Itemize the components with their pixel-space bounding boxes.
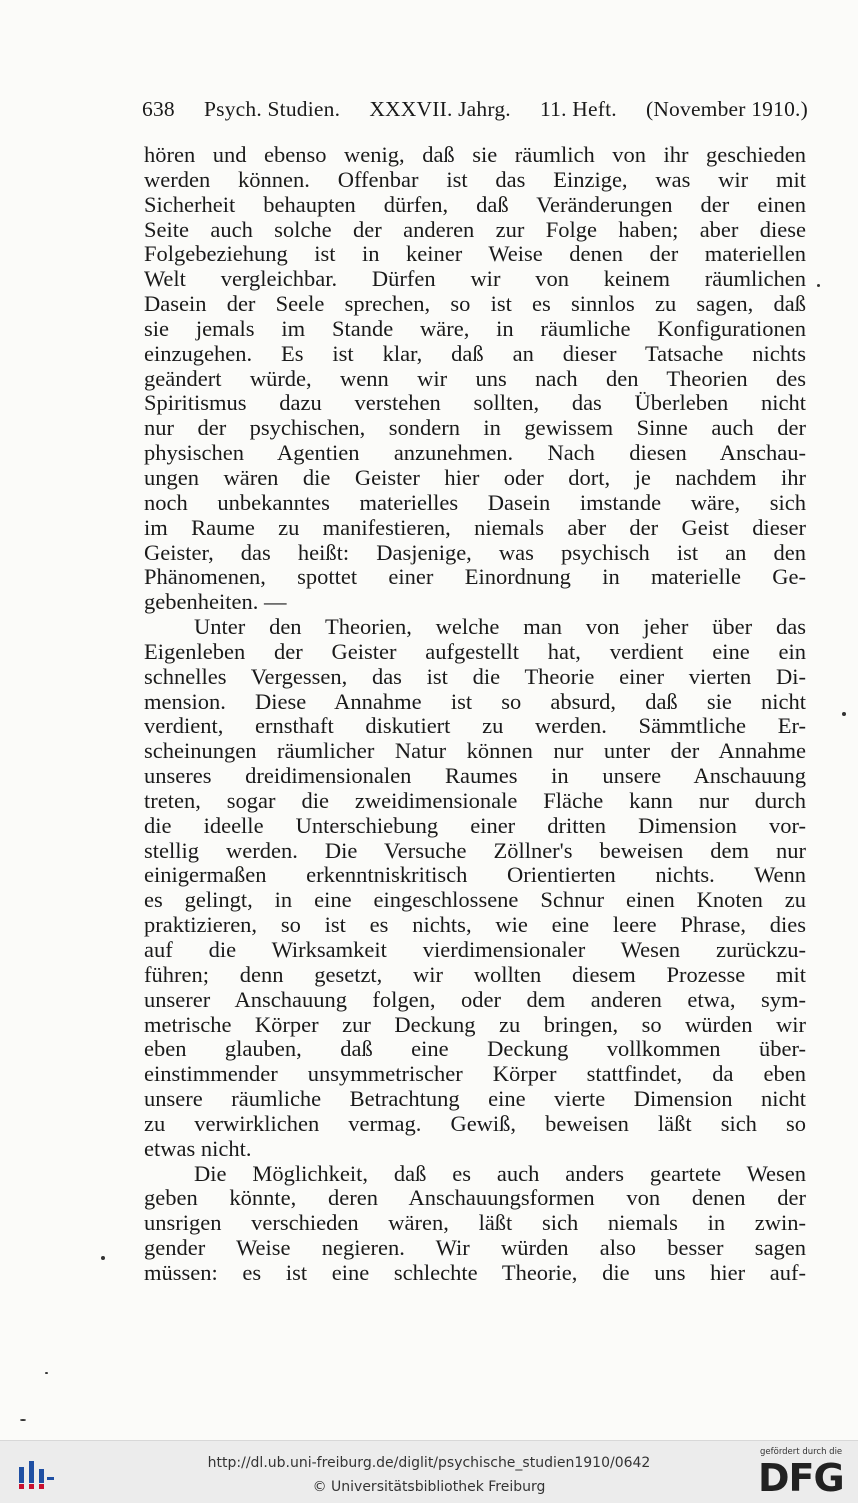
copyright-notice: © Universitätsbibliothek Freiburg — [312, 1479, 546, 1495]
text-line: gebenheiten. — — [144, 590, 287, 615]
text-line: mension. Diese Annahme ist so absurd, daß sie nicht — [144, 689, 806, 714]
text-line: werden können. Offenbar ist das Einzige, was wir mit — [144, 167, 806, 192]
text-line: müssen: es ist eine schlechte Theorie, die uns hier auf- — [144, 1260, 806, 1285]
text-line: unsrigen verschieden wären, läßt sich niemals in zwin- — [144, 1211, 806, 1236]
source-url[interactable]: http://dl.ub.uni-freiburg.de/diglit/psychische_studien1910/0642 — [207, 1455, 651, 1471]
text-line: auf die Wirksamkeit vierdimensionaler Wesen zurückzu- — [144, 938, 806, 962]
footer-bar — [0, 1440, 858, 1503]
text-line: Dasein der Seele sprechen, so ist es sinnlos zu sagen, daß — [144, 292, 806, 317]
text-line: geben könnte, deren Anschauungsformen von denen der — [144, 1186, 806, 1211]
text-line: etwas nicht. — [144, 1136, 252, 1161]
dfg-funding-badge — [758, 1447, 854, 1499]
text-line: zu verwirklichen vermag. Gewiß, beweisen läßt sich so — [144, 1111, 806, 1136]
text-line: Welt vergleichbar. Dürfen wir von keinem räumlichen — [144, 267, 806, 292]
text-line: führen; denn gesetzt, wir wollten diesem Prozesse mit — [144, 962, 806, 987]
text-line: Sicherheit behaupten dürfen, daß Veränderungen der einen — [144, 192, 806, 217]
scan-speck — [101, 1256, 105, 1260]
text-line: die ideelle Unterschiebung einer dritten Dimension vor- — [144, 813, 806, 838]
text-line: geändert würde, wenn wir uns nach den Theorien des — [144, 366, 806, 391]
text-line: metrische Körper zur Deckung zu bringen, so würden wir — [144, 1012, 806, 1037]
text-line: noch unbekanntes materielles Dasein imstande wäre, sich — [144, 490, 806, 515]
text-line: scheinungen räumlicher Natur können nur unter der Annahme — [144, 739, 806, 764]
text-line: hören und ebenso wenig, daß sie räumlich von ihr geschieden — [144, 143, 806, 167]
paragraph-start-line: Unter den Theorien, welche man von jeher über das — [194, 615, 806, 640]
text-line: stellig werden. Die Versuche Zöllner's beweisen dem nur — [144, 838, 806, 863]
scan-speck — [20, 1419, 26, 1421]
scan-speck — [842, 712, 846, 716]
text-line: unseres dreidimensionalen Raumes in unsere Anschauung — [144, 764, 806, 789]
scan-speck — [45, 1372, 48, 1374]
text-line: Seite auch solche der anderen zur Folge haben; aber diese — [144, 217, 806, 242]
running-head — [142, 97, 808, 122]
text-line: schnelles Vergessen, das ist die Theorie einer vierten Di- — [144, 664, 806, 689]
text-line: einstimmender unsymmetrischer Körper stattfindet, da eben — [144, 1062, 806, 1087]
text-line: einzugehen. Es ist klar, daß an dieser Tatsache nichts — [144, 341, 806, 366]
text-line: gender Weise negieren. Wir würden also besser sagen — [144, 1236, 806, 1261]
text-line: ungen wären die Geister hier oder dort, je nachdem ihr — [144, 465, 806, 490]
text-line: praktizieren, so ist es nichts, wie eine leere Phrase, dies — [144, 913, 806, 938]
page-number: 638 — [142, 97, 175, 121]
text-line: es gelingt, in eine eingeschlossene Schnur einen Knoten zu — [144, 888, 806, 913]
text-line: nur der psychischen, sondern in gewissem Sinne auch der — [144, 416, 806, 441]
text-line: Geister, das heißt: Dasjenige, was psychisch ist an den — [144, 540, 806, 565]
issue-date: (November 1910.) — [645, 97, 808, 121]
text-line: verdient, ernsthaft diskutiert zu werden. Sämmtliche Er- — [144, 714, 806, 739]
text-line: einigermaßen erkenntniskritisch Orientierten nichts. Wenn — [144, 863, 806, 888]
text-line: sie jemals im Stande wäre, in räumliche Konfigurationen — [144, 316, 806, 341]
text-line: physischen Agentien anzunehmen. Nach diesen Anschau- — [144, 441, 806, 466]
scan-speck — [817, 284, 820, 287]
text-line: unsere räumliche Betrachtung eine vierte Dimension nicht — [144, 1087, 806, 1112]
text-line: Spiritismus dazu verstehen sollten, das Überleben nicht — [144, 391, 806, 416]
paragraph-start-line: Die Möglichkeit, daß es auch anders geartete Wesen — [194, 1161, 806, 1186]
text-line: Eigenleben der Geister aufgestellt hat, verdient eine ein — [144, 639, 806, 664]
text-line: im Raume zu manifestieren, niemals aber der Geist dieser — [144, 515, 806, 540]
journal-title: Psych. Studien. — [203, 97, 341, 121]
dfg-caption: gefördert durch die — [760, 1447, 843, 1457]
text-line: Folgebeziehung ist in keiner Weise denen der materiellen — [144, 242, 806, 267]
volume-label: XXXVII. Jahrg. — [369, 97, 511, 121]
dfg-logo: DFG — [758, 1456, 844, 1500]
issue-label: 11. Heft. — [539, 97, 617, 121]
text-line: Phänomenen, spottet einer Einordnung in materielle Ge- — [144, 565, 806, 590]
text-line: eben glauben, daß eine Deckung vollkommen über- — [144, 1037, 806, 1062]
text-line: unserer Anschauung folgen, oder dem anderen etwa, sym- — [144, 987, 806, 1012]
body-text — [144, 143, 806, 1286]
text-line: treten, sogar die zweidimensionale Fläche kann nur durch — [144, 788, 806, 813]
